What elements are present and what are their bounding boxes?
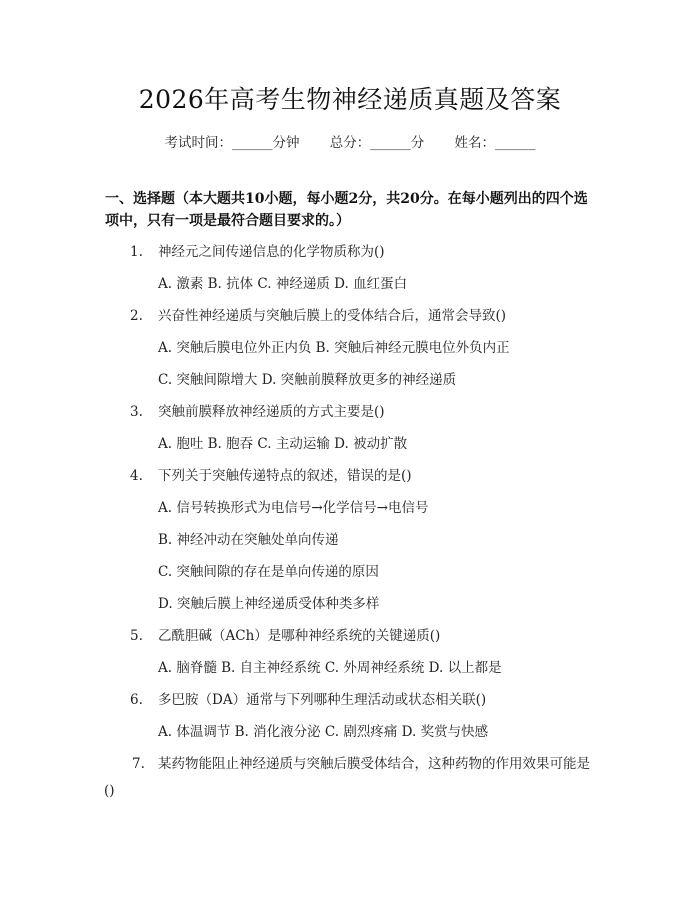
question-number: 1. <box>130 244 143 260</box>
question-text: 神经元之间传递信息的化学物质称为() <box>158 244 385 260</box>
question-options: A. 激素 B. 抗体 C. 神经递质 D. 血红蛋白 <box>158 276 408 292</box>
question-number: 5. <box>130 628 143 644</box>
exam-meta <box>0 131 700 151</box>
question-stem <box>130 306 506 326</box>
question-stem <box>130 242 385 262</box>
question-options: D. 突触后膜上神经递质受体种类多样 <box>158 596 380 612</box>
question-stem <box>130 626 440 646</box>
question-stem <box>130 402 385 422</box>
question-number: 4. <box>130 468 143 484</box>
question-text: 下列关于突触传递特点的叙述，错误的是() <box>158 468 412 484</box>
question-text: 兴奋性神经递质与突触后膜上的受体结合后，通常会导致() <box>158 308 507 324</box>
total-score-field: 总分：______分 <box>329 135 425 151</box>
question-options: B. 神经冲动在突触处单向传递 <box>158 532 339 548</box>
page-title: 2026年高考生物神经递质真题及答案 <box>138 85 562 114</box>
question-stem <box>130 466 412 486</box>
section-heading: 一、选择题（本大题共10小题，每小题2分，共20分。在每小题列出的四个选项中，只有一项是最符合题目要求的。） <box>105 191 588 229</box>
question-options: A. 胞吐 B. 胞吞 C. 主动运输 D. 被动扩散 <box>158 436 408 452</box>
question-text: 多巴胺（DA）通常与下列哪种生理活动或状态相关联() <box>158 692 487 708</box>
question-number: 2. <box>130 308 143 324</box>
question-number: 6. <box>130 692 143 708</box>
question-number: 7. <box>132 756 145 772</box>
question-options: A. 突触后膜电位外正内负 B. 突触后神经元膜电位外负内正 <box>158 340 510 356</box>
question-options: C. 突触间隙增大 D. 突触前膜释放更多的神经递质 <box>158 372 457 388</box>
exam-time-field: 考试时间：______分钟 <box>164 135 300 151</box>
question-options: A. 脑脊髓 B. 自主神经系统 C. 外周神经系统 D. 以上都是 <box>158 660 502 676</box>
question-number: 3. <box>130 404 143 420</box>
question-text: 乙酰胆碱（ACh）是哪种神经系统的关键递质() <box>158 628 441 644</box>
question-options: A. 体温调节 B. 消化液分泌 C. 剧烈疼痛 D. 奖赏与快感 <box>158 724 489 740</box>
question-text: 突触前膜释放神经递质的方式主要是() <box>158 404 385 420</box>
question-stem <box>130 690 486 710</box>
question-options: A. 信号转换形式为电信号→化学信号→电信号 <box>158 500 429 516</box>
question-stem <box>104 751 600 805</box>
name-field: 姓名：______ <box>454 135 536 151</box>
question-options: C. 突触间隙的存在是单向传递的原因 <box>158 564 379 580</box>
question-text: 某药物能阻止神经递质与突触后膜受体结合，这种药物的作用效果可能是() <box>104 756 590 799</box>
